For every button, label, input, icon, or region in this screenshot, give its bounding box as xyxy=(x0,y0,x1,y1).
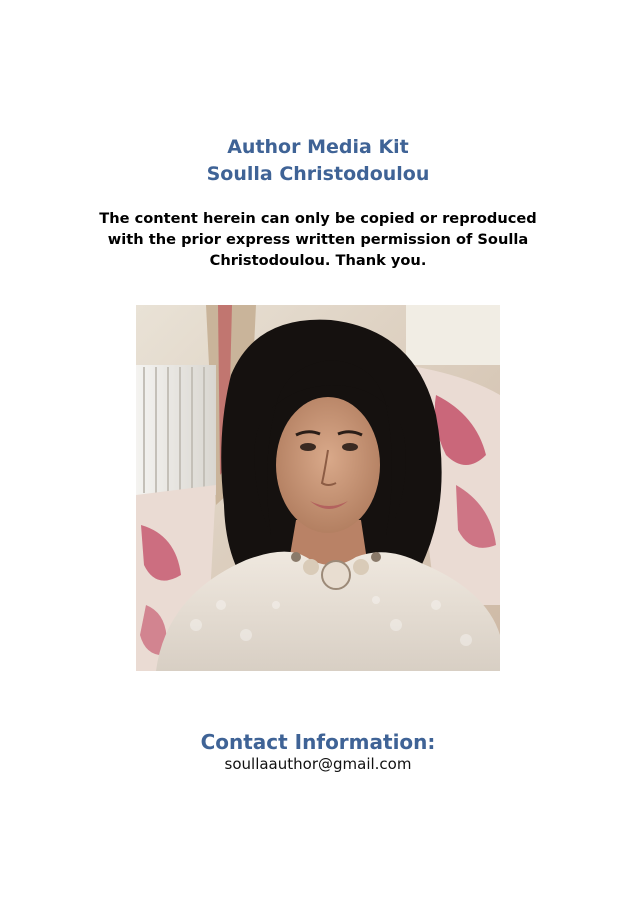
contact-email: soullaauthor@gmail.com xyxy=(224,755,412,773)
contact-heading: Contact Information: xyxy=(200,730,436,754)
title-line-author-name: Soulla Christodoulou xyxy=(206,163,430,185)
author-photo-illustration xyxy=(136,305,500,671)
title-line-media-kit: Author Media Kit xyxy=(227,136,409,158)
page-title xyxy=(0,134,636,188)
author-photo xyxy=(136,305,500,671)
copyright-notice: The content herein can only be copied or reproduced with the prior express written permission of Soulla Christodoulou. Thank you. xyxy=(99,210,537,269)
